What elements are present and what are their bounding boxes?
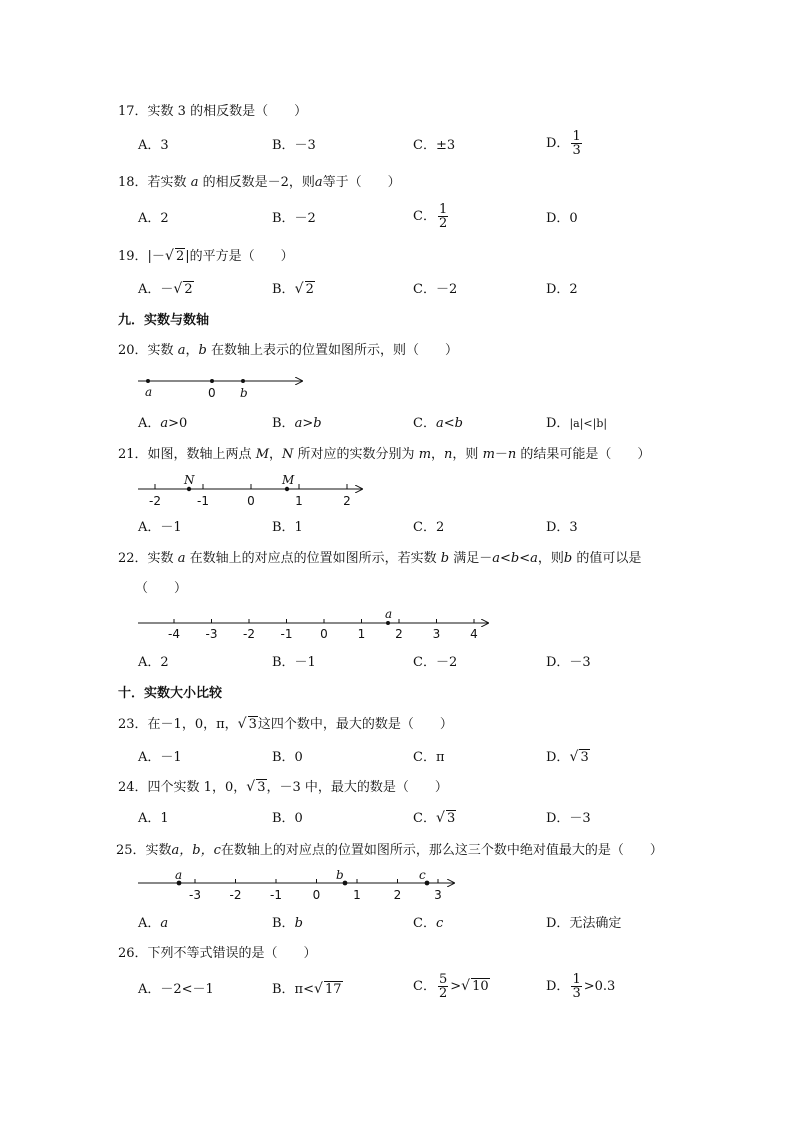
- q22-number-line: [138, 607, 488, 641]
- q25-tick-label: 3: [434, 888, 442, 902]
- q17-option-c: C．±3: [413, 138, 456, 153]
- q17-stem: 17．实数 3 的相反数是（ ）: [118, 104, 308, 119]
- q25-label-c: c: [419, 868, 426, 882]
- q24-option-d: D．－3: [546, 811, 591, 826]
- q21-tick-label: -2: [149, 494, 161, 508]
- q23-option-a: A．－1: [138, 750, 182, 765]
- q26-option-c: C． $\frac{5}{2}$ >√ 10: [413, 973, 490, 1000]
- q25-tick-label: -1: [270, 888, 282, 902]
- q25-label-a: a: [175, 868, 183, 882]
- q20-point-a: [146, 379, 150, 383]
- q22-option-d: D．－3: [546, 655, 591, 670]
- q22-option-b: B．－1: [272, 655, 316, 670]
- q24-option-c: C．√ 3: [413, 810, 456, 828]
- q21-option-c: C．2: [413, 520, 445, 535]
- q17-option-a: A．3: [138, 138, 169, 153]
- q20-label-zero: 0: [208, 386, 216, 400]
- q22-option-a: A．2: [138, 655, 169, 670]
- q22-paren: （ ）: [135, 581, 188, 596]
- section-9-heading: 九．实数与数轴: [118, 313, 210, 328]
- q22-tick-label: 1: [357, 627, 366, 641]
- q21-tick-label: 1: [295, 494, 303, 508]
- q25-number-line: [138, 868, 454, 902]
- q20-point-b: [241, 379, 245, 383]
- q21-label-n: N: [184, 473, 195, 487]
- q21-tick-label: -1: [197, 494, 209, 508]
- q19-option-b: B．√ 2: [272, 281, 315, 299]
- q21-point-m: [285, 487, 289, 491]
- q24-stem: 24．四个实数 1，0，√ 3，－3 中，最大的数是（ ）: [118, 779, 448, 797]
- q21-label-m: M: [282, 473, 295, 487]
- q19-option-a: A．－√ 2: [138, 281, 194, 299]
- section-10-heading: 十．实数大小比较: [118, 686, 223, 701]
- q18-option-a: A．2: [138, 211, 169, 226]
- q25-tick-label: 2: [393, 888, 402, 902]
- q22-tick-label: -4: [168, 627, 180, 641]
- q25-option-b: B．b: [272, 916, 303, 931]
- q20-stem: 20．实数 a，b 在数轴上表示的位置如图所示，则（ ）: [118, 343, 458, 358]
- q24-option-a: A．1: [138, 811, 169, 826]
- q22-stem: 22．实数 a 在数轴上的对应点的位置如图所示，若实数 b 满足－a<b<a，则b 的值可以是: [118, 551, 642, 566]
- q20-number-line: [138, 379, 302, 400]
- q20-label-b: b: [240, 386, 248, 400]
- q22-tick-label: 3: [432, 627, 441, 641]
- q22-point-a: [386, 621, 390, 625]
- q25-tick-label: 0: [312, 888, 321, 902]
- q25-stem: 25．实数a，b，c在数轴上的对应点的位置如图所示，那么这三个数中绝对值最大的是（ ）: [116, 843, 663, 858]
- q22-tick-label: 2: [395, 627, 403, 641]
- q26-option-b: B．π<√ 17: [272, 981, 343, 999]
- q25-option-a: A．a: [138, 916, 169, 931]
- q20-label-a: a: [145, 385, 153, 399]
- q18-option-c: C． $\frac{1}{2}$: [413, 202, 448, 231]
- q21-tick-label: 0: [247, 494, 255, 508]
- q20-option-c: C．a<b: [413, 416, 463, 431]
- q22-tick-label: -1: [280, 627, 293, 641]
- q26-option-a: A．－2<－1: [138, 982, 214, 997]
- q21-tick-label: 2: [343, 494, 351, 508]
- q18-stem: 18．若实数 a 的相反数是－2，则a等于（ ）: [118, 175, 401, 190]
- q20-option-d: D．|a|<|b|: [546, 416, 608, 431]
- q19-option-d: D．2: [546, 282, 578, 297]
- q25-label-b: b: [336, 868, 344, 882]
- q21-option-d: D．3: [546, 520, 578, 535]
- q25-tick-label: -3: [189, 888, 201, 902]
- q18-option-d: D．0: [546, 211, 578, 226]
- q22-tick-label: 0: [320, 627, 328, 641]
- q23-option-d: D．√ 3: [546, 749, 590, 767]
- q22-option-c: C．－2: [413, 655, 458, 670]
- q22-label-a: a: [385, 607, 393, 621]
- q21-option-b: B．1: [272, 520, 303, 535]
- q23-option-b: B．0: [272, 750, 303, 765]
- q25-option-c: C．c: [413, 916, 444, 931]
- q25-tick-label: 1: [353, 888, 361, 902]
- q22-tick-label: 4: [470, 627, 478, 641]
- q22-tick-label: -2: [243, 627, 255, 641]
- q23-option-c: C．π: [413, 750, 445, 765]
- q17-option-b: B．－3: [272, 138, 316, 153]
- q21-option-a: A．－1: [138, 520, 182, 535]
- q26-option-d: D． $\frac{1}{3}$ >0.3: [546, 972, 616, 1001]
- q20-point-zero: [210, 379, 214, 383]
- q22-tick-label: -3: [205, 627, 218, 641]
- q23-stem: 23．在－1，0，π，√ 3这四个数中，最大的数是（ ）: [118, 716, 453, 734]
- q21-number-line: [138, 473, 362, 508]
- q24-option-b: B．0: [272, 811, 303, 826]
- q19-stem: 19．|－√ 2|的平方是（ ）: [118, 248, 294, 266]
- q20-option-b: B．a>b: [272, 416, 322, 431]
- q20-option-a: A．a>0: [138, 416, 188, 431]
- q21-point-n: [187, 487, 191, 491]
- q18-option-b: B．－2: [272, 211, 316, 226]
- q19-option-c: C．－2: [413, 282, 458, 297]
- q25-tick-label: -2: [229, 888, 242, 902]
- q26-stem: 26．下列不等式错误的是（ ）: [118, 946, 317, 961]
- q17-option-d: D． $\frac{1}{3}$: [546, 129, 581, 158]
- q21-stem: 21．如图，数轴上两点 M，N 所对应的实数分别为 m，n，则 m－n 的结果可能是（ ）: [118, 447, 651, 462]
- q25-option-d: D．无法确定: [546, 916, 622, 931]
